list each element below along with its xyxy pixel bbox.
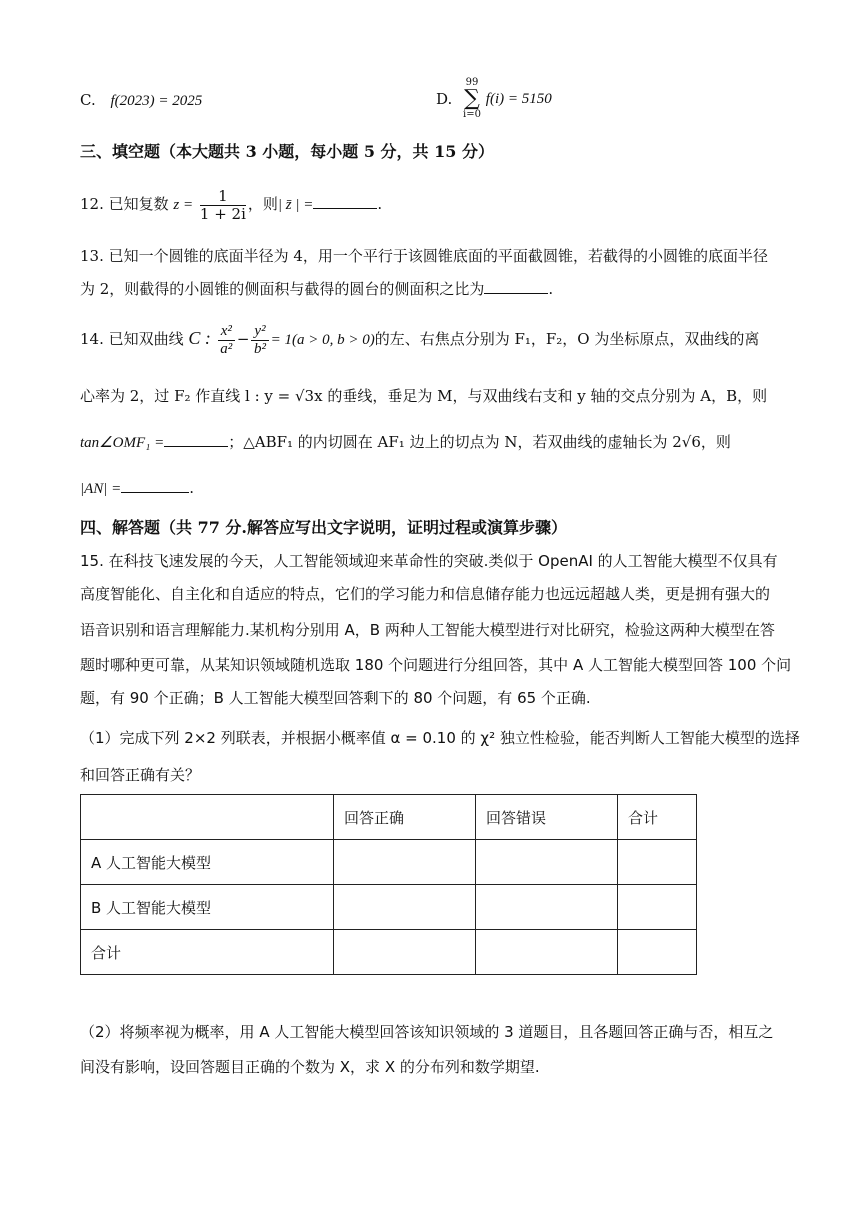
table-cell: [81, 795, 334, 840]
table-row: [81, 885, 697, 930]
q14-minus: −: [236, 330, 250, 348]
sigma-icon: ∑: [464, 86, 480, 111]
sum-symbol: [463, 78, 481, 120]
question-13-line1: 13. 已知一个圆锥的底面半径为 4，用一个平行于该圆锥底面的平面截圆锥，若截得的小圆锥的底面半径: [80, 247, 768, 265]
question-14-line4: [80, 478, 194, 499]
q13-end: .: [548, 280, 554, 298]
q13-answer-blank[interactable]: [484, 279, 548, 294]
table-cell[interactable]: [618, 930, 697, 975]
table-row: [81, 930, 697, 975]
option-c-label: C.: [80, 91, 96, 109]
q15-part2-line2: 间没有影响，设回答题目正确的个数为 X，求 X 的分布列和数学期望.: [80, 1058, 540, 1076]
table-cell[interactable]: [618, 885, 697, 930]
q15-line4: 题时哪种更可靠，从某知识领域随机选取 180 个问题进行分组回答，其中 A 人工智能大模型回答 100 个问: [80, 656, 792, 674]
sum-upper: 99: [465, 77, 479, 88]
table-header-wrong: 回答错误: [476, 795, 618, 840]
option-d-label: D.: [436, 90, 453, 108]
question-14-line3: [80, 432, 731, 453]
table-cell[interactable]: [618, 840, 697, 885]
table-cell[interactable]: [334, 840, 476, 885]
q15-line3: 语音识别和语言理解能力.某机构分别用 A，B 两种人工智能大模型进行对比研究，检验这两种大模型在答: [80, 621, 775, 639]
q15-line2: 高度智能化、自主化和自适应的特点，它们的学习能力和信息储存能力也远远超越人类，更是拥有强大的: [80, 585, 771, 603]
q14-an: |AN| =: [80, 481, 122, 497]
sum-lower: i=0: [463, 109, 481, 120]
section-4-heading: 四、解答题（共 77 分.解答应写出文字说明，证明过程或演算步骤）: [80, 518, 567, 537]
q14-cond: = 1(a > 0, b > 0): [270, 332, 375, 348]
question-13-line2: [80, 279, 553, 299]
q14-prefix: 14. 已知双曲线: [80, 330, 184, 348]
q12-num: 1: [200, 188, 246, 206]
table-row: [81, 840, 697, 885]
q14-num2: y²: [251, 323, 268, 341]
q12-fraction: [200, 188, 246, 223]
option-c: [80, 90, 202, 111]
q15-part2-line1: （2）将频率视为概率，用 A 人工智能大模型回答该知识领域的 3 道题目，且各题回答正确与否，相互之: [80, 1023, 774, 1041]
q12-abs: | z̄ | =: [277, 197, 314, 213]
row-label-total: 合计: [81, 930, 334, 975]
option-d-expr: f(i) = 5150: [485, 91, 552, 107]
q14-answer-blank-1[interactable]: [164, 432, 228, 447]
table-cell[interactable]: [476, 840, 618, 885]
row-label-a: A 人工智能大模型: [81, 840, 334, 885]
question-12: [80, 184, 382, 225]
q12-end: .: [377, 195, 383, 213]
table-cell[interactable]: [476, 885, 618, 930]
table-cell[interactable]: [334, 885, 476, 930]
q14-end: .: [189, 479, 195, 497]
q12-z: z =: [173, 197, 194, 213]
q14-rest1: 的左、右焦点分别为 F₁，F₂，O 为坐标原点，双曲线的离: [374, 330, 760, 348]
q15-line5: 题，有 90 个正确；B 人工智能大模型回答剩下的 80 个问题，有 65 个正确.: [80, 689, 591, 707]
row-label-b: B 人工智能大模型: [81, 885, 334, 930]
q14-den2: b²: [254, 340, 266, 357]
q14-den1: a²: [220, 340, 233, 357]
section-3-heading: 三、填空题（本大题共 3 小题，每小题 5 分，共 15 分）: [80, 142, 494, 161]
q14-c: C :: [188, 328, 211, 348]
q12-text: 12. 已知复数: [80, 195, 169, 213]
q13-text: 为 2，则截得的小圆锥的侧面积与截得的圆台的侧面积之比为: [80, 280, 485, 298]
contingency-table: [80, 794, 697, 975]
q14-tan: tan∠OMF₁ =: [80, 435, 165, 451]
q15-part1-line1: （1）完成下列 2×2 列联表，并根据小概率值 α = 0.10 的 χ² 独立性检验，能否判断人工智能大模型的选择: [80, 729, 800, 747]
question-14-line2: 心率为 2，过 F₂ 作直线 l : y = √3x 的垂线，垂足为 M，与双曲线右支和 y 轴的交点分别为 A，B，则: [80, 387, 768, 405]
q12-mid: ，则: [247, 195, 278, 213]
table-header-row: [81, 795, 697, 840]
table-cell[interactable]: [334, 930, 476, 975]
option-c-expr: f(2023) = 2025: [110, 93, 203, 109]
table-cell[interactable]: [476, 930, 618, 975]
table-header-total: 合计: [618, 795, 697, 840]
q15-line1: 15. 在科技飞速发展的今天，人工智能领域迎来革命性的突破.类似于 OpenAI 的人工智能大模型不仅具有: [80, 552, 778, 570]
q14-line3b: ；△ABF₁ 的内切圆在 AF₁ 边上的切点为 N，若双曲线的虚轴长为 2√6，则: [228, 433, 731, 451]
q14-answer-blank-2[interactable]: [121, 478, 189, 493]
q15-part1-line2: 和回答正确有关？: [80, 766, 201, 784]
question-14-line1: [80, 316, 759, 362]
q14-frac-y: [251, 323, 268, 358]
q14-num1: x²: [218, 323, 235, 341]
q14-frac-x: [218, 323, 235, 358]
option-d: [436, 78, 552, 120]
q12-den: 1 + 2i: [199, 204, 246, 223]
q12-answer-blank[interactable]: [313, 194, 377, 209]
table-header-correct: 回答正确: [334, 795, 476, 840]
